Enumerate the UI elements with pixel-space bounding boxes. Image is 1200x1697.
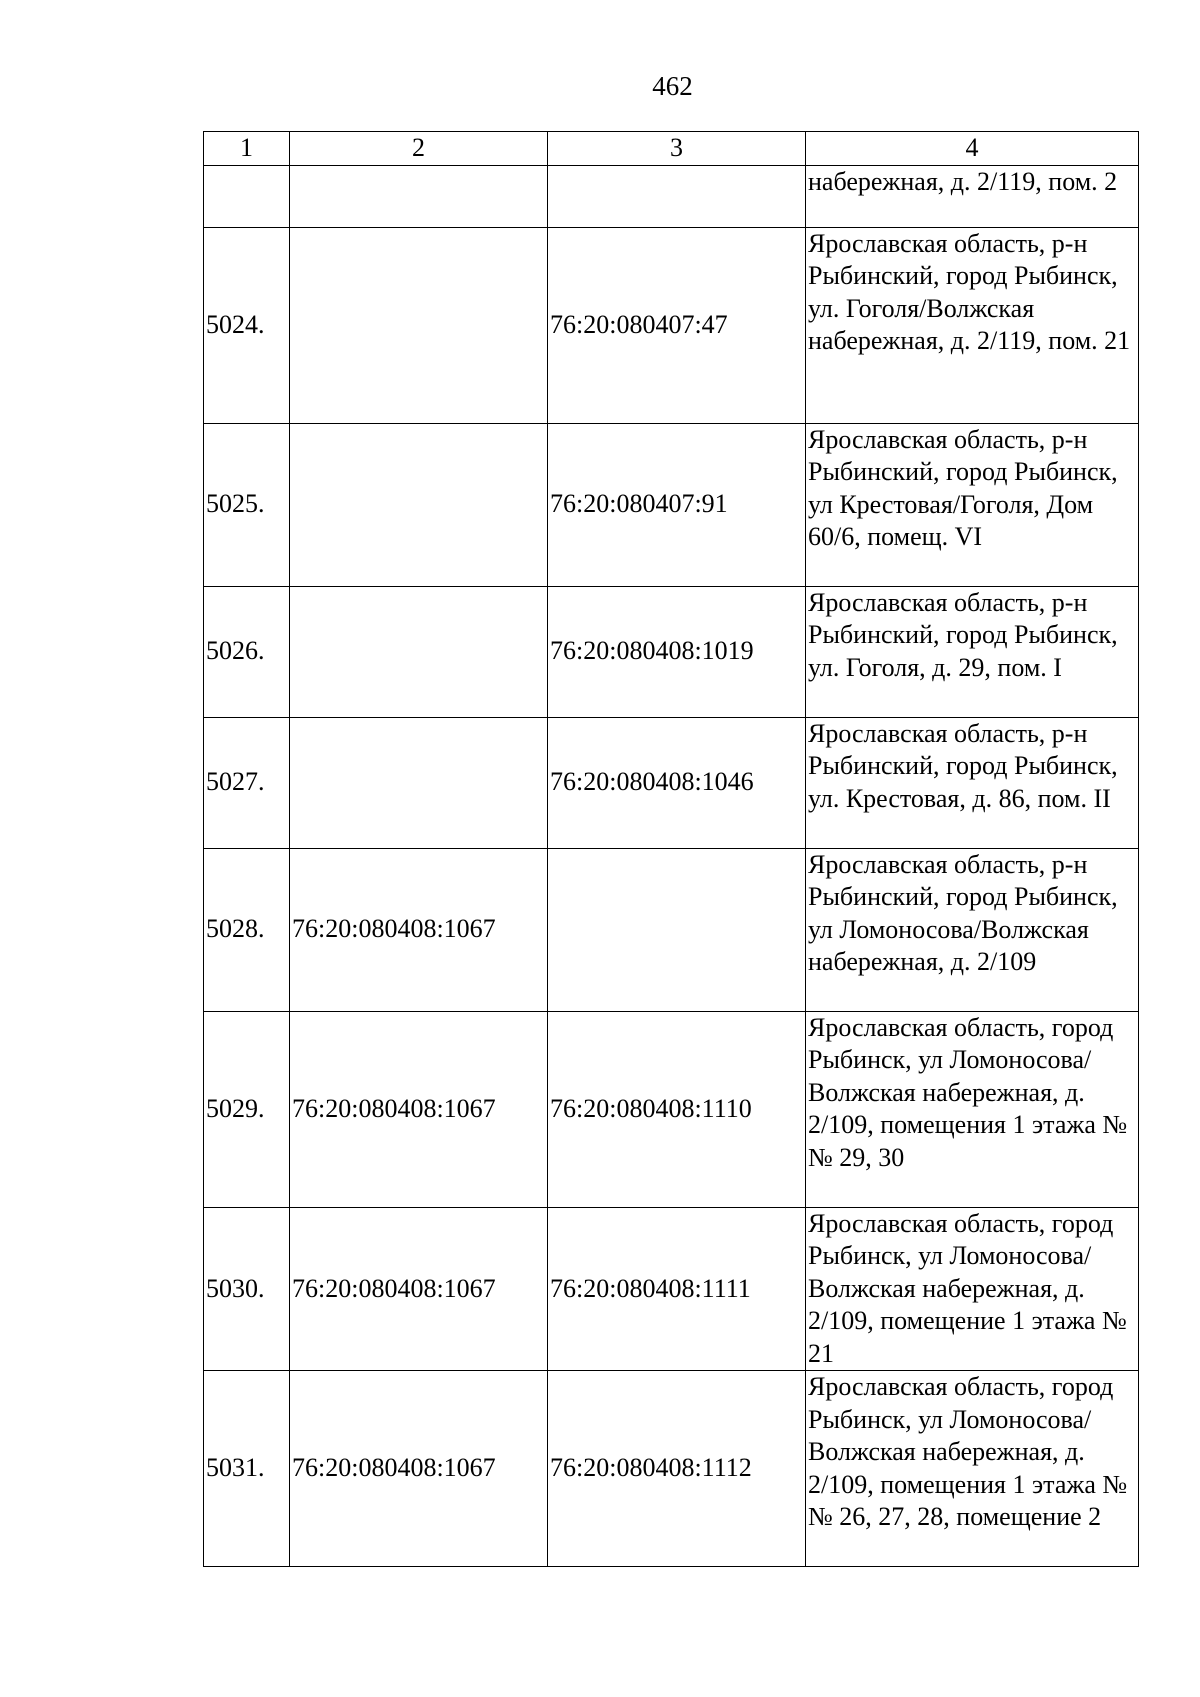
table-row (204, 1371, 1139, 1567)
column-2-cell: 76:20:080408:1067 (290, 1371, 548, 1567)
column-3-cell: 76:20:080408:1046 (548, 717, 806, 848)
address-cell: Ярославская область, город Рыбинск, ул Ломоносова/Волжская набережная, д. 2/109, помещение 1 этажа № 21 (806, 1207, 1139, 1371)
table-row (204, 423, 1139, 586)
row-number-cell: 5024. (204, 227, 290, 423)
address-cell: Ярославская область, р-н Рыбинский, город Рыбинск, ул. Гоголя/Волжская набережная, д. 2/119, пом. 21 (806, 227, 1139, 423)
column-3-cell: 76:20:080408:1019 (548, 586, 806, 717)
column-2-cell (290, 423, 548, 586)
column-3-cell (548, 165, 806, 227)
address-cell: Ярославская область, р-н Рыбинский, город Рыбинск, ул. Крестовая, д. 86, пом. II (806, 717, 1139, 848)
column-2-cell (290, 165, 548, 227)
column-3-cell: 76:20:080407:47 (548, 227, 806, 423)
address-cell: Ярославская область, р-н Рыбинский, город Рыбинск, ул. Гоголя, д. 29, пом. I (806, 586, 1139, 717)
column-3-cell: 76:20:080408:1111 (548, 1207, 806, 1371)
column-3-cell: 76:20:080407:91 (548, 423, 806, 586)
header-row (204, 132, 1139, 166)
address-cell: Ярославская область, р-н Рыбинский, город Рыбинск, ул Крестовая/Гоголя, Дом 60/6, помещ. VI (806, 423, 1139, 586)
table-row (204, 227, 1139, 423)
table-row (204, 586, 1139, 717)
column-header-3: 3 (548, 132, 806, 166)
column-3-cell: 76:20:080408:1112 (548, 1371, 806, 1567)
column-3-cell (548, 848, 806, 1011)
column-2-cell (290, 227, 548, 423)
address-cell: набережная, д. 2/119, пом. 2 (806, 165, 1139, 227)
row-number-cell: 5028. (204, 848, 290, 1011)
table-row (204, 717, 1139, 848)
address-cell: Ярославская область, город Рыбинск, ул Ломоносова/Волжская набережная, д. 2/109, помещения 1 этажа №№ 26, 27, 28, помещение 2 (806, 1371, 1139, 1567)
column-header-2: 2 (290, 132, 548, 166)
column-3-cell: 76:20:080408:1110 (548, 1011, 806, 1207)
column-header-4: 4 (806, 132, 1139, 166)
row-number-cell: 5029. (204, 1011, 290, 1207)
row-number-cell (204, 165, 290, 227)
table-row (204, 848, 1139, 1011)
registry-table (203, 131, 1139, 1567)
column-2-cell (290, 717, 548, 848)
column-header-1: 1 (204, 132, 290, 166)
table-row (204, 1011, 1139, 1207)
row-number-cell: 5026. (204, 586, 290, 717)
column-2-cell (290, 586, 548, 717)
column-2-cell: 76:20:080408:1067 (290, 848, 548, 1011)
page-number: 462 (652, 71, 693, 101)
row-number-cell: 5025. (204, 423, 290, 586)
row-number-cell: 5030. (204, 1207, 290, 1371)
row-number-cell: 5031. (204, 1371, 290, 1567)
row-number-cell: 5027. (204, 717, 290, 848)
column-2-cell: 76:20:080408:1067 (290, 1207, 548, 1371)
address-cell: Ярославская область, город Рыбинск, ул Ломоносова/Волжская набережная, д. 2/109, помещения 1 этажа №№ 29, 30 (806, 1011, 1139, 1207)
table-row (204, 1207, 1139, 1371)
table-row (204, 165, 1139, 227)
column-2-cell: 76:20:080408:1067 (290, 1011, 548, 1207)
address-cell: Ярославская область, р-н Рыбинский, город Рыбинск, ул Ломоносова/Волжская набережная, д. 2/109 (806, 848, 1139, 1011)
